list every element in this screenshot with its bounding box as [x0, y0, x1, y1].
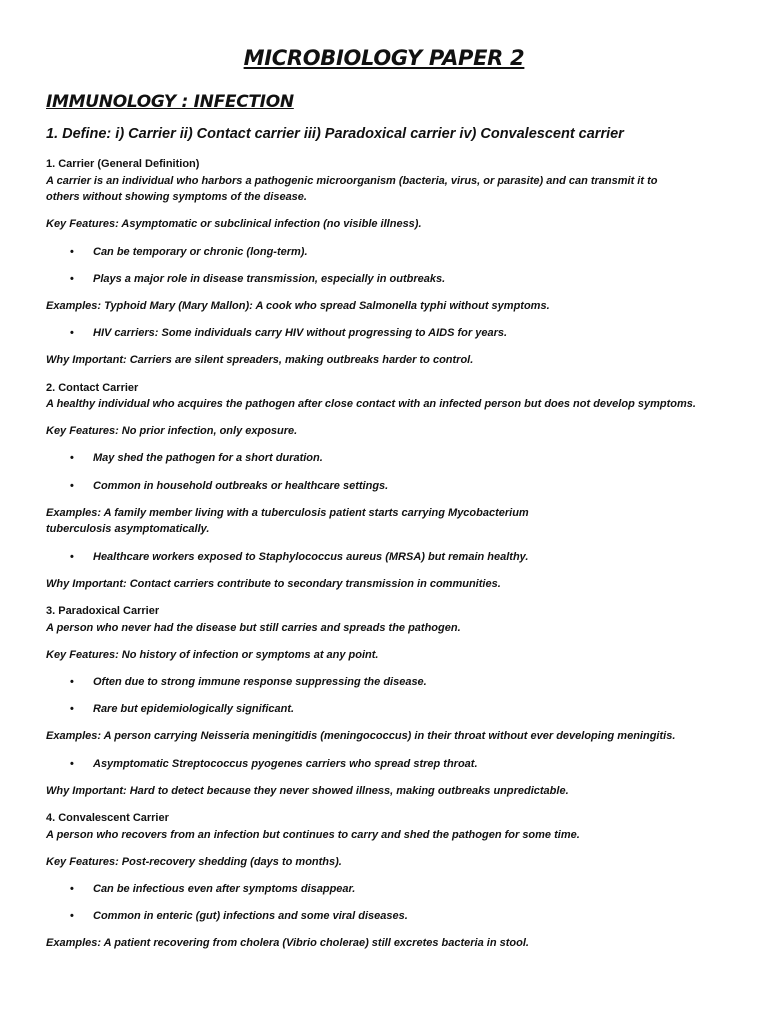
why-important: Why Important: Hard to detect because they never showed illness, making outbreaks unpredictable.	[46, 784, 569, 797]
examples-block	[46, 505, 736, 538]
key-features: Key Features: No prior infection, only exposure.	[46, 425, 298, 438]
section-subtitle: IMMUNOLOGY : INFECTION	[46, 92, 294, 112]
bullet-dot: •	[70, 882, 74, 895]
key-feature-bullet	[46, 881, 736, 898]
key-features: Key Features: Asymptomatic or subclinical infection (no visible illness).	[46, 218, 422, 231]
why-important: Why Important: Contact carriers contribute to secondary transmission in communities.	[46, 577, 501, 590]
bullet-text: Often due to strong immune response suppressing the disease.	[93, 675, 427, 688]
definition-line: A healthy individual who acquires the pathogen after close contact with an infected person but does not develop symptoms.	[46, 398, 696, 411]
section-heading: 2. Contact Carrier	[46, 381, 139, 394]
bullet-text: Can be infectious even after symptoms disappear.	[93, 882, 356, 895]
section-heading: 4. Convalescent Carrier	[46, 811, 169, 824]
bullet-dot: •	[70, 703, 74, 716]
definition-block	[46, 156, 736, 206]
definition-line: A person who recovers from an infection but continues to carry and shed the pathogen for some time.	[46, 828, 580, 841]
bullet-dot: •	[70, 452, 74, 465]
document-body	[46, 156, 736, 962]
document-title: MICROBIOLOGY PAPER 2	[243, 46, 525, 70]
examples-line: Examples: Typhoid Mary (Mary Mallon): A cook who spread Salmonella typhi without symptoms.	[46, 299, 550, 312]
section-heading: 1. Carrier (General Definition)	[46, 158, 200, 170]
bullet-dot: •	[70, 675, 74, 688]
key-feature-bullet	[46, 674, 736, 691]
bullet-dot: •	[70, 910, 74, 923]
bullet-text: Asymptomatic Streptococcus pyogenes carriers who spread strep throat.	[93, 757, 478, 770]
carrier-section-2	[46, 380, 736, 593]
examples-block	[46, 728, 736, 745]
example-bullet	[46, 325, 736, 342]
key-features: Key Features: No history of infection or symptoms at any point.	[46, 648, 379, 661]
example-bullet	[46, 756, 736, 773]
bullet-text: Common in enteric (gut) infections and some viral diseases.	[93, 910, 408, 923]
bullet-text: Can be temporary or chronic (long-term).	[93, 245, 308, 258]
carrier-section-4	[46, 810, 736, 952]
examples-line: tuberculosis asymptomatically.	[46, 523, 210, 536]
examples-line: Examples: A person carrying Neisseria meningitidis (meningococcus) in their throat without ever developing meningitis.	[46, 730, 676, 743]
bullet-dot: •	[70, 757, 74, 770]
carrier-section-1	[46, 156, 736, 369]
key-features: Key Features: Post-recovery shedding (days to months).	[46, 855, 342, 868]
definition-line: A person who never had the disease but still carries and spreads the pathogen.	[46, 621, 461, 634]
definition-line: others without showing symptoms of the disease.	[46, 191, 307, 204]
bullet-text: May shed the pathogen for a short duration.	[93, 452, 323, 465]
definition-block	[46, 380, 736, 413]
bullet-dot: •	[70, 327, 74, 340]
definition-line: A carrier is an individual who harbors a pathogenic microorganism (bacteria, virus, or parasite) and can transmit it to	[46, 174, 658, 187]
question-heading: 1. Define: i) Carrier ii) Contact carrier iii) Paradoxical carrier iv) Convalescent carrier	[46, 126, 624, 142]
examples-block	[46, 935, 736, 952]
key-feature-bullet	[46, 701, 736, 718]
key-feature-bullet	[46, 478, 736, 495]
bullet-text: Rare but epidemiologically significant.	[93, 703, 295, 716]
key-feature-bullet	[46, 450, 736, 467]
section-heading: 3. Paradoxical Carrier	[46, 605, 160, 617]
definition-block	[46, 603, 736, 636]
key-feature-bullet	[46, 244, 736, 261]
bullet-text: HIV carriers: Some individuals carry HIV without progressing to AIDS for years.	[93, 327, 508, 340]
why-important: Why Important: Carriers are silent spreaders, making outbreaks harder to control.	[46, 354, 474, 367]
bullet-text: Healthcare workers exposed to Staphylococcus aureus (MRSA) but remain healthy.	[93, 550, 529, 563]
bullet-dot: •	[70, 550, 74, 563]
bullet-text: Common in household outbreaks or healthcare settings.	[93, 479, 389, 492]
bullet-dot: •	[70, 272, 74, 285]
example-bullet	[46, 549, 736, 566]
carrier-section-3	[46, 603, 736, 799]
examples-block	[46, 298, 736, 315]
examples-line: Examples: A patient recovering from cholera (Vibrio cholerae) still excretes bacteria in stool.	[46, 937, 529, 950]
bullet-dot: •	[70, 479, 74, 492]
examples-line: Examples: A family member living with a tuberculosis patient starts carrying Mycobacterium	[46, 506, 529, 519]
key-feature-bullet	[46, 908, 736, 925]
key-feature-bullet	[46, 271, 736, 288]
bullet-text: Plays a major role in disease transmission, especially in outbreaks.	[93, 272, 446, 285]
definition-block	[46, 810, 736, 843]
bullet-dot: •	[70, 245, 74, 258]
